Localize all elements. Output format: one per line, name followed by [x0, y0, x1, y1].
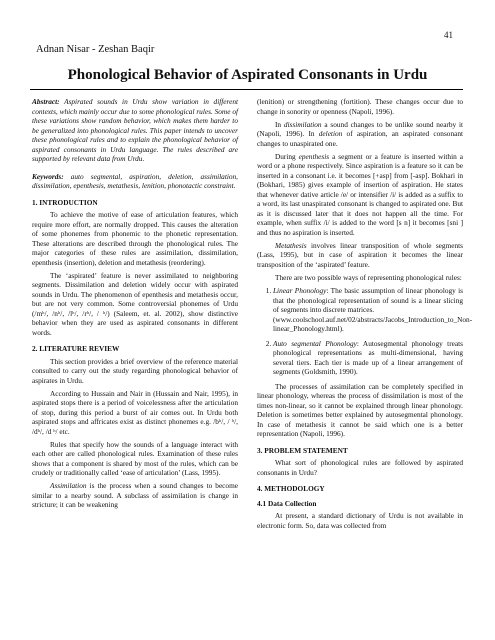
authors-line: Adnan Nisar - Zeshan Baqir: [36, 44, 155, 55]
reference-url: (www.coolschool.auf.net/02/abstracts/Jacobs_Introduction_to_Non-linear_Phonology.html).: [273, 314, 473, 333]
paper-title: Phonological Behavior of Aspirated Consonants in Urdu: [67, 67, 428, 83]
paragraph-text: During: [275, 151, 299, 161]
paragraph: Rules that specify how the sounds of a language interact with each other are called phonological rules. Examination of these rules shows that a component is shared by most of the rules, which can be crudely or traditionally called ‘ease of articulation’ (Lass, 1995).: [32, 439, 238, 477]
paragraph-text: In: [275, 119, 284, 129]
paragraph-text: a sound changes to be unlike sound nearby it (Napoli, 1996). In: [257, 119, 464, 138]
paragraph: (lenition) or strengthening (fortition). These changes occur due to change in sonority or openness (Napoli, 1996).: [257, 97, 463, 116]
section-heading-problem-statement: 3. PROBLEM STATEMENT: [257, 445, 348, 455]
paragraph: [257, 152, 463, 238]
list-item-text: : The basic assumption of linear phonology is that the phonological representation of sound is a linear slicing of segments into discrete matrices.: [273, 286, 464, 314]
term-metathesis: Metathesis: [275, 240, 307, 250]
paragraph-text: of aspiration, an aspirated consonant changes to unaspirated one.: [257, 129, 464, 148]
paragraph: [257, 241, 463, 270]
paragraph: At present, a standard dictionary of Urdu is not available in electronic form. So, data was collected from: [257, 511, 463, 530]
title-rule: [30, 89, 463, 90]
paragraph-text: a segment or a feature is inserted within a word or a phone respectively. Since aspiration is a feature so it can be inserted in a consonant i.e. it becomes [+asp] from [-asp]. Bokhari in (Bokhari, 1985) gives example of insertion of aspiration. He states that whenever dative article /e/ or intensifier /i/ is added as a suffix to a word, its last unaspirated consonant is changed to aspirated one. But as it is discussed later that it does not happen all the time. For example, when suffix /i/ is added to the word [s n] it becomes [sni ] and thus no aspiration is inserted.: [257, 151, 463, 237]
paragraph: What sort of phonological rules are followed by aspirated consonants in Urdu?: [257, 458, 463, 477]
paragraph-text: involves linear transposition of whole segments (Lass, 1995), but in case of aspiration it becomes the linear transposition of the ‘aspirated’ feature.: [257, 240, 463, 269]
paragraph: The ‘aspirated’ feature is never assimilated to neighboring segments. Dissimilation and deletion widely occur with aspirated sounds in Urdu. The phenomenon of epenthesis and metathesis occur, but are not very common. Some controversial phonemes of Urdu (/mʰ/, /nʰ/, /lʰ/, /rʰ/, / ʰ/) (Saleem, et. al. 2002), show distinctive behavior when they are used as aspirated consonants in different words.: [32, 270, 238, 337]
section-heading-methodology: 4. METHODOLOGY: [257, 484, 325, 493]
paragraph: According to Hussain and Nair in (Hussain and Nair, 1995), in aspirated stops there is a period of voicelessness after the articulation of stop, during this period a burst of air comes out. In Urdu both aspirated stops and affricates exist as distinct phonemes e.g. /bʰ/, / ʰ/, /dʰ/, /d ʰ/ etc.: [32, 388, 238, 436]
subsection-heading-data-collection: 4.1 Data Collection: [257, 498, 317, 508]
paragraph: There are two possible ways of representing phonological rules:: [275, 272, 462, 282]
keywords-label: Keywords:: [32, 171, 64, 181]
paragraph-text: is the process when a sound changes to become similar to a nearby sound. A subclass of assimilation is change in stricture; it can be weakening: [32, 481, 238, 509]
abstract-label: Abstract:: [32, 97, 60, 106]
left-column: [32, 97, 238, 513]
list-item-label: Auto segmental Phonology: [273, 338, 357, 348]
list-item-text: : Autosegmental phonology treats phonological representations as multi-dimensional, having several tiers. Each tier is made up of a linear arrangement of segments (Goldsmith, 1990).: [273, 338, 463, 376]
abstract: [32, 97, 238, 164]
paragraph: [32, 481, 238, 510]
section-heading-introduction: 1. INTRODUCTION: [32, 197, 98, 207]
keywords: [32, 172, 238, 191]
list-item: [273, 286, 473, 334]
list-item-label: Linear Phonology: [273, 286, 327, 295]
term-dissimilation: dissimilation: [283, 119, 322, 129]
abstract-text: Aspirated sounds in Urdu show variation in different contexts, which mainly occur due to some phonological rules. Some of these variations show random behavior, which makes them harder to be generalized into phonological rules. This paper intends to uncover these phonological rules and to explain the phonological behavior of aspirated consonants in Urdu language. The rules described are supported by relevant data from Urdu.: [32, 97, 238, 163]
paragraph: This section provides a brief overview of the reference material consulted to carry out the study regarding phonological behavior of aspirates in Urdu.: [32, 356, 238, 385]
keywords-text: auto segmental, aspiration, deletion, assimilation, dissimilation, epenthesis, metathesis, lenition, phonotactic constraint.: [32, 171, 239, 190]
paragraph: [257, 120, 463, 149]
page-number: 41: [444, 30, 453, 40]
right-column: [257, 97, 473, 534]
term-deletion: deletion: [318, 129, 343, 138]
paragraph: To achieve the motive of ease of articulation features, which require more effort, are normally dropped. This causes the alteration of some phonemes from phonemic to the phonetic representation. These alterations are described through the phonological rules. The major categories of these rules are assimilation, dissimilation, epenthesis (insertion), deletion and metathesis (reordering).: [32, 210, 238, 267]
term-assimilation: Assimilation: [50, 481, 87, 490]
representation-list: [257, 286, 473, 377]
section-heading-literature-review: 2. LITERATURE REVIEW: [32, 344, 120, 353]
list-item: [273, 339, 463, 377]
term-epenthesis: epenthesis: [298, 151, 330, 161]
paragraph: The processes of assimilation can be completely specified in linear phonology, whereas the process of dissimilation is most of the times non-linear, so it cannot be explained through linear phonology. Deletion is sometimes better explained by autosegmental phonology. In case of metathesis it cannot be said which one is a better representation (Napoli, 1996).: [257, 381, 463, 438]
